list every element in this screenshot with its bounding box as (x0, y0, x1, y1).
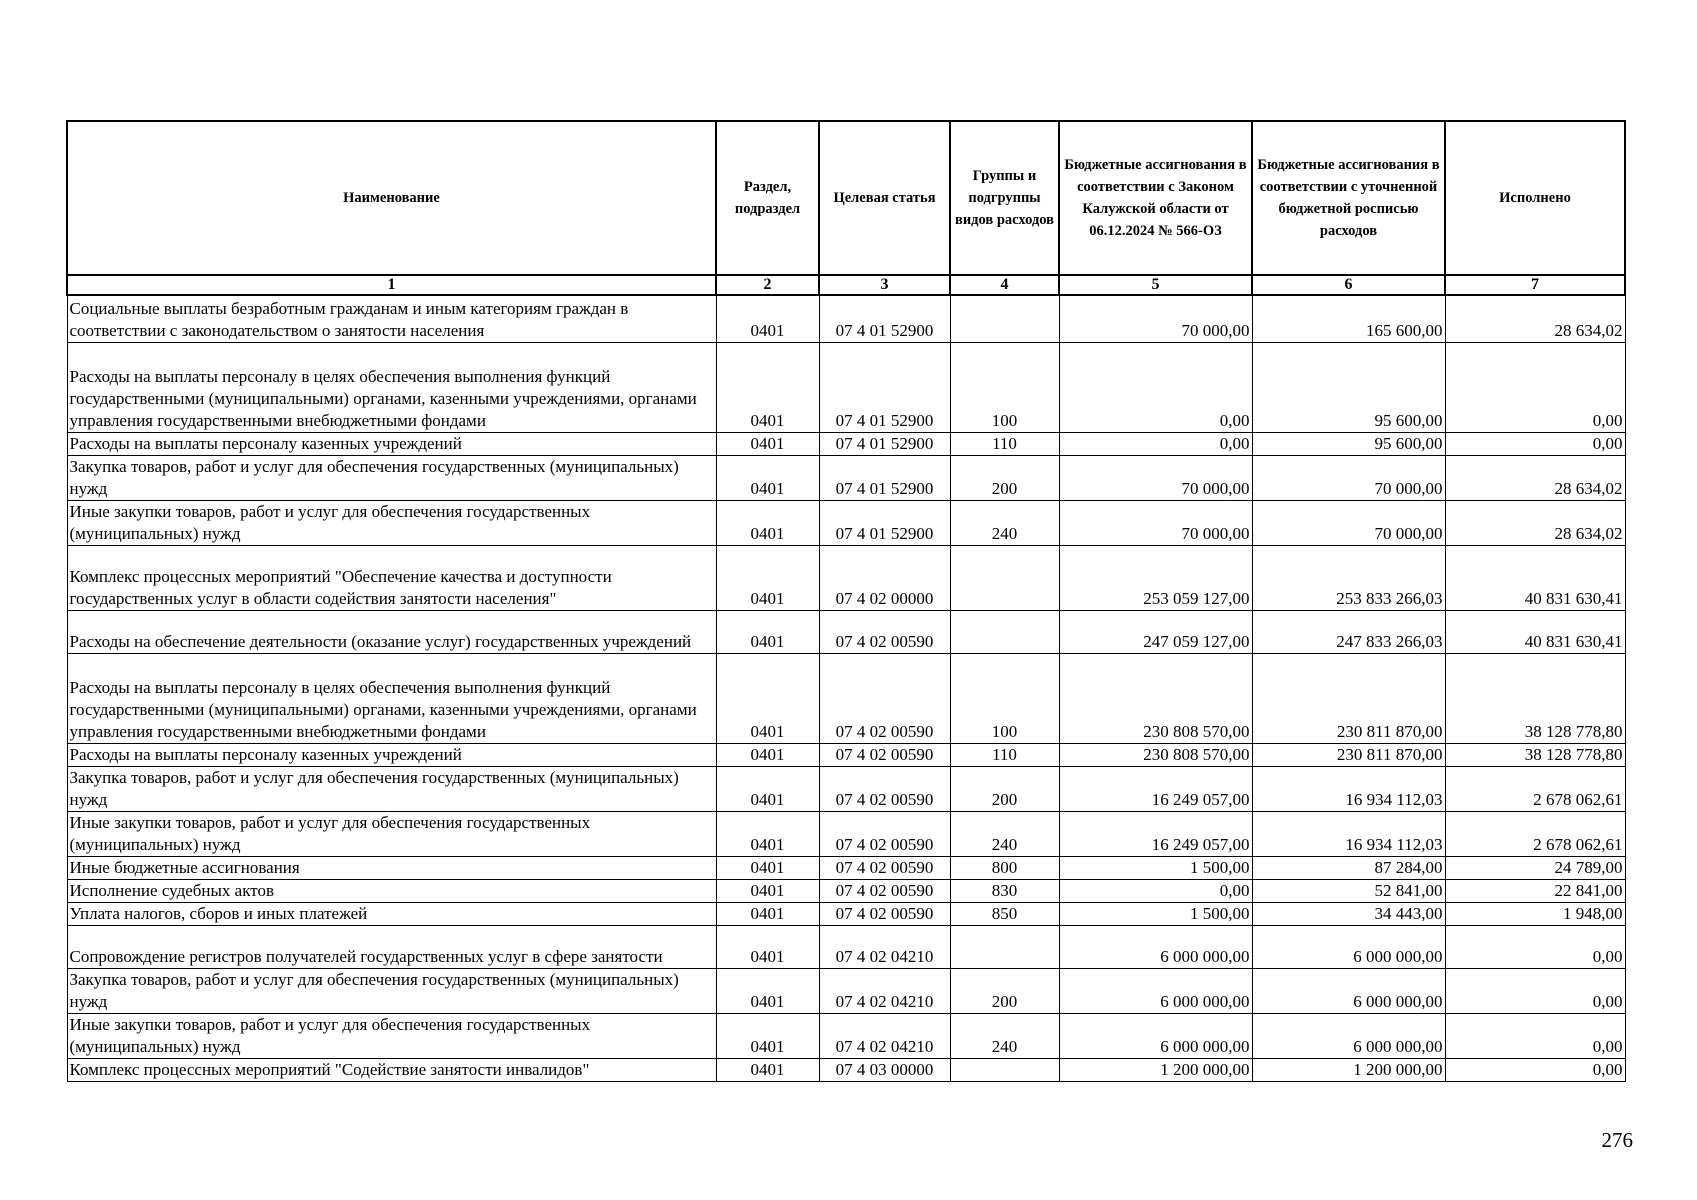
cell-group: 110 (950, 432, 1059, 455)
header-refined: Бюджетные ассигнования в соответствии с уточненной бюджетной росписью расходов (1252, 121, 1445, 275)
budget-execution-table (66, 120, 1626, 1082)
cell-law: 247 059 127,00 (1059, 610, 1252, 653)
cell-refined: 87 284,00 (1252, 856, 1445, 879)
cell-executed: 40 831 630,41 (1445, 545, 1625, 610)
cell-executed: 0,00 (1445, 925, 1625, 968)
header-groups: Группы и подгруппы видов расходов (950, 121, 1059, 275)
table-body (67, 295, 1625, 1081)
cell-group: 100 (950, 342, 1059, 432)
cell-section: 0401 (716, 545, 819, 610)
cell-executed: 38 128 778,80 (1445, 653, 1625, 743)
cell-refined: 1 200 000,00 (1252, 1058, 1445, 1081)
cell-law: 0,00 (1059, 432, 1252, 455)
cell-law: 6 000 000,00 (1059, 1013, 1252, 1058)
cell-refined: 70 000,00 (1252, 500, 1445, 545)
cell-refined: 230 811 870,00 (1252, 743, 1445, 766)
cell-executed: 1 948,00 (1445, 902, 1625, 925)
cell-law: 1 500,00 (1059, 902, 1252, 925)
budget-table-container (66, 120, 1624, 1082)
cell-law: 0,00 (1059, 879, 1252, 902)
cell-refined: 52 841,00 (1252, 879, 1445, 902)
cell-group (950, 610, 1059, 653)
cell-refined: 34 443,00 (1252, 902, 1445, 925)
cell-target: 07 4 02 00590 (819, 811, 950, 856)
cell-section: 0401 (716, 500, 819, 545)
cell-executed: 2 678 062,61 (1445, 766, 1625, 811)
cell-name: Расходы на выплаты персоналу в целях обеспечения выполнения функций государственными (муниципальными) органами, казенными учреждениями, органами управления государственными внебюджетными фондами (67, 342, 716, 432)
table-row (67, 879, 1625, 902)
cell-executed: 0,00 (1445, 1013, 1625, 1058)
cell-name: Уплата налогов, сборов и иных платежей (67, 902, 716, 925)
cell-name: Сопровождение регистров получателей государственных услуг в сфере занятости (67, 925, 716, 968)
cell-executed: 22 841,00 (1445, 879, 1625, 902)
column-number: 7 (1445, 275, 1625, 295)
cell-refined: 16 934 112,03 (1252, 811, 1445, 856)
table-row (67, 743, 1625, 766)
cell-group: 850 (950, 902, 1059, 925)
header-executed: Исполнено (1445, 121, 1625, 275)
cell-group: 100 (950, 653, 1059, 743)
cell-target: 07 4 01 52900 (819, 500, 950, 545)
cell-law: 1 200 000,00 (1059, 1058, 1252, 1081)
table-row (67, 811, 1625, 856)
cell-section: 0401 (716, 1058, 819, 1081)
cell-section: 0401 (716, 455, 819, 500)
cell-name: Расходы на выплаты персоналу казенных учреждений (67, 432, 716, 455)
cell-refined: 95 600,00 (1252, 342, 1445, 432)
cell-executed: 0,00 (1445, 968, 1625, 1013)
cell-group: 200 (950, 968, 1059, 1013)
cell-executed: 0,00 (1445, 1058, 1625, 1081)
cell-name: Комплекс процессных мероприятий "Содействие занятости инвалидов" (67, 1058, 716, 1081)
cell-target: 07 4 02 04210 (819, 968, 950, 1013)
cell-section: 0401 (716, 879, 819, 902)
cell-refined: 165 600,00 (1252, 295, 1445, 342)
table-row (67, 342, 1625, 432)
cell-name: Иные закупки товаров, работ и услуг для обеспечения государственных (муниципальных) нужд (67, 811, 716, 856)
cell-law: 70 000,00 (1059, 500, 1252, 545)
table-row (67, 610, 1625, 653)
cell-name: Социальные выплаты безработным гражданам и иным категориям граждан в соответствии с законодательством о занятости населения (67, 295, 716, 342)
cell-target: 07 4 02 00590 (819, 743, 950, 766)
cell-executed: 2 678 062,61 (1445, 811, 1625, 856)
cell-name: Расходы на выплаты персоналу в целях обеспечения выполнения функций государственными (муниципальными) органами, казенными учреждениями, органами управления государственными внебюджетными фондами (67, 653, 716, 743)
cell-executed: 0,00 (1445, 342, 1625, 432)
cell-name: Закупка товаров, работ и услуг для обеспечения государственных (муниципальных) нужд (67, 968, 716, 1013)
table-row (67, 295, 1625, 342)
cell-executed: 24 789,00 (1445, 856, 1625, 879)
cell-law: 1 500,00 (1059, 856, 1252, 879)
cell-target: 07 4 02 04210 (819, 1013, 950, 1058)
column-number: 2 (716, 275, 819, 295)
cell-name: Иные закупки товаров, работ и услуг для обеспечения государственных (муниципальных) нужд (67, 1013, 716, 1058)
cell-target: 07 4 02 00590 (819, 856, 950, 879)
cell-law: 16 249 057,00 (1059, 766, 1252, 811)
column-number: 6 (1252, 275, 1445, 295)
table-row (67, 856, 1625, 879)
cell-group: 240 (950, 1013, 1059, 1058)
cell-group: 110 (950, 743, 1059, 766)
cell-law: 6 000 000,00 (1059, 968, 1252, 1013)
cell-section: 0401 (716, 295, 819, 342)
cell-law: 230 808 570,00 (1059, 743, 1252, 766)
header-name: Наименование (67, 121, 716, 275)
header-row (67, 121, 1625, 275)
table-row (67, 545, 1625, 610)
table-row (67, 766, 1625, 811)
table-row (67, 1013, 1625, 1058)
cell-name: Исполнение судебных актов (67, 879, 716, 902)
cell-refined: 230 811 870,00 (1252, 653, 1445, 743)
cell-executed: 38 128 778,80 (1445, 743, 1625, 766)
cell-target: 07 4 03 00000 (819, 1058, 950, 1081)
cell-law: 230 808 570,00 (1059, 653, 1252, 743)
column-number: 5 (1059, 275, 1252, 295)
table-row (67, 653, 1625, 743)
cell-law: 253 059 127,00 (1059, 545, 1252, 610)
cell-target: 07 4 02 00590 (819, 766, 950, 811)
table-header (67, 121, 1625, 295)
header-target: Целевая статья (819, 121, 950, 275)
cell-target: 07 4 01 52900 (819, 432, 950, 455)
cell-section: 0401 (716, 1013, 819, 1058)
table-row (67, 902, 1625, 925)
cell-executed: 40 831 630,41 (1445, 610, 1625, 653)
cell-section: 0401 (716, 902, 819, 925)
cell-section: 0401 (716, 432, 819, 455)
cell-refined: 247 833 266,03 (1252, 610, 1445, 653)
cell-executed: 28 634,02 (1445, 295, 1625, 342)
cell-group: 800 (950, 856, 1059, 879)
cell-target: 07 4 02 00590 (819, 879, 950, 902)
cell-law: 70 000,00 (1059, 295, 1252, 342)
cell-section: 0401 (716, 811, 819, 856)
cell-name: Иные закупки товаров, работ и услуг для обеспечения государственных (муниципальных) нужд (67, 500, 716, 545)
cell-refined: 6 000 000,00 (1252, 968, 1445, 1013)
cell-target: 07 4 01 52900 (819, 295, 950, 342)
cell-target: 07 4 01 52900 (819, 455, 950, 500)
cell-name: Закупка товаров, работ и услуг для обеспечения государственных (муниципальных) нужд (67, 766, 716, 811)
cell-section: 0401 (716, 610, 819, 653)
cell-section: 0401 (716, 766, 819, 811)
column-number-row (67, 275, 1625, 295)
cell-section: 0401 (716, 342, 819, 432)
cell-group: 200 (950, 455, 1059, 500)
column-number: 1 (67, 275, 716, 295)
cell-refined: 70 000,00 (1252, 455, 1445, 500)
table-row (67, 500, 1625, 545)
cell-section: 0401 (716, 925, 819, 968)
cell-section: 0401 (716, 743, 819, 766)
cell-target: 07 4 02 00590 (819, 902, 950, 925)
cell-executed: 0,00 (1445, 432, 1625, 455)
cell-section: 0401 (716, 856, 819, 879)
cell-refined: 6 000 000,00 (1252, 925, 1445, 968)
cell-section: 0401 (716, 653, 819, 743)
cell-name: Закупка товаров, работ и услуг для обеспечения государственных (муниципальных) нужд (67, 455, 716, 500)
cell-law: 16 249 057,00 (1059, 811, 1252, 856)
cell-group: 200 (950, 766, 1059, 811)
cell-refined: 16 934 112,03 (1252, 766, 1445, 811)
cell-group (950, 925, 1059, 968)
cell-target: 07 4 02 04210 (819, 925, 950, 968)
cell-group: 240 (950, 500, 1059, 545)
cell-target: 07 4 02 00000 (819, 545, 950, 610)
cell-name: Комплекс процессных мероприятий "Обеспечение качества и доступности государственных услуг в области содействия занятости населения" (67, 545, 716, 610)
table-row (67, 1058, 1625, 1081)
cell-group (950, 545, 1059, 610)
header-law: Бюджетные ассигнования в соответствии с Законом Калужской области от 06.12.2024 № 566-ОЗ (1059, 121, 1252, 275)
table-row (67, 968, 1625, 1013)
cell-target: 07 4 02 00590 (819, 653, 950, 743)
cell-executed: 28 634,02 (1445, 500, 1625, 545)
cell-target: 07 4 01 52900 (819, 342, 950, 432)
cell-name: Расходы на выплаты персоналу казенных учреждений (67, 743, 716, 766)
cell-executed: 28 634,02 (1445, 455, 1625, 500)
cell-refined: 253 833 266,03 (1252, 545, 1445, 610)
cell-refined: 6 000 000,00 (1252, 1013, 1445, 1058)
header-section: Раздел, подраздел (716, 121, 819, 275)
table-row (67, 432, 1625, 455)
cell-name: Расходы на обеспечение деятельности (оказание услуг) государственных учреждений (67, 610, 716, 653)
table-row (67, 925, 1625, 968)
column-number: 3 (819, 275, 950, 295)
cell-group (950, 295, 1059, 342)
cell-section: 0401 (716, 968, 819, 1013)
cell-law: 70 000,00 (1059, 455, 1252, 500)
table-row (67, 455, 1625, 500)
cell-group: 830 (950, 879, 1059, 902)
cell-group (950, 1058, 1059, 1081)
cell-law: 0,00 (1059, 342, 1252, 432)
cell-refined: 95 600,00 (1252, 432, 1445, 455)
column-number: 4 (950, 275, 1059, 295)
cell-name: Иные бюджетные ассигнования (67, 856, 716, 879)
cell-law: 6 000 000,00 (1059, 925, 1252, 968)
cell-group: 240 (950, 811, 1059, 856)
cell-target: 07 4 02 00590 (819, 610, 950, 653)
page-number: 276 (1601, 1128, 1633, 1152)
